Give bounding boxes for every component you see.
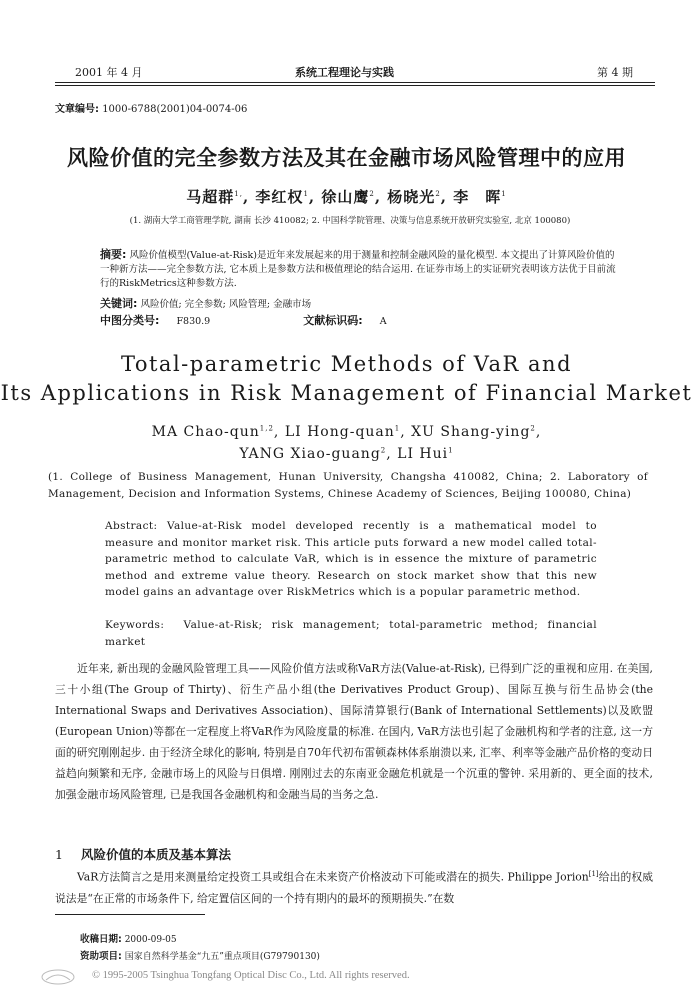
chinese-authors: 马超群$^{1,}$, 李红权$^1$, 徐山鹰$^2$, 杨晓光$^2$, 李 晖$^1$: [186, 188, 507, 206]
received-date: 2000-09-05: [124, 935, 177, 945]
author-sup: 1,: [234, 190, 243, 198]
publisher-logo-icon: [40, 968, 76, 986]
header-rule-thin: [55, 85, 655, 86]
author-sup: 2: [380, 446, 387, 455]
author-name: , XU Shang-ying: [400, 424, 531, 440]
abstract-text: Value-at-Risk model developed recently is a mathematical model to measure and monitor market risk. This article puts forward a new model called total-parametric method to calculate VaR, which is in essence the mixture of parametric method and extreme value theory. Research on stock market show that this new model gains an advantage over RiskMetrics which is a popular parametric method.: [105, 520, 597, 598]
chinese-abstract: [100, 248, 620, 291]
header-rule: [55, 82, 655, 83]
english-keywords: [105, 617, 597, 650]
author-sup: 2: [369, 190, 375, 198]
intro-paragraph: 近年来, 新出现的金融风险管理工具——风险价值方法或称VaR方法(Value-at-Risk), 已得到广泛的重视和应用. 在美国, 三十小组(The Group of Thirty)、衍生产品小组(the Derivatives Product Group)、国际互换与衍生品协会(the International Swaps and Derivatives Association)、国际清算银行(Bank of International Settlements)以及欧盟(European Union)等都在一定程度上将VaR作为风险度量的标准. 在国内, VaR方法也引起了金融机构和学者的注意, 这一方面的研究刚刚起步. 由于经济全球化的影响, 特别是自70年代初布雷顿森林体系崩溃以来, 汇率、利率等金融产品价格的变动日益趋向频繁和无序, 金融市场上的风险与日俱增. 刚刚过去的东南亚金融危机就是一个沉重的警钟. 采用新的、更全面的技术, 加强金融市场风险管理, 已是我国各金融机构和金融当局的当务之急.: [55, 662, 653, 801]
author-name: 徐山鹰: [321, 188, 370, 206]
abstract-label: 摘要:: [100, 248, 127, 261]
doc-code-label: 文献标识码:: [303, 314, 363, 327]
funding-label: 资助项目:: [80, 951, 122, 962]
section-heading: [55, 845, 231, 863]
classification-line: [100, 314, 620, 329]
author-name: 杨晓光: [387, 188, 436, 206]
author-sup: 1: [303, 190, 309, 198]
author-name: MA Chao-qun: [151, 424, 260, 440]
english-abstract: [105, 518, 597, 601]
english-authors-line2: [0, 446, 693, 462]
author-sup: 2: [530, 424, 536, 433]
author-sup: 1,2: [259, 424, 274, 433]
clc-value: F830.9: [176, 316, 211, 327]
author-name: 李 晖: [453, 188, 502, 206]
chinese-title: 风险价值的完全参数方法及其在金融市场风险管理中的应用: [67, 145, 626, 170]
section-paragraph-text: 给出的权威说法是“在正常的市场条件下, 给定置信区间的一个持有期内的最坏的预期损失.”在数: [55, 870, 654, 905]
clc-label: 中图分类号:: [100, 314, 160, 327]
author-name: YANG Xiao-guang: [239, 446, 381, 462]
footnote-funding: [80, 948, 320, 962]
english-authors-line1: [0, 424, 693, 440]
author-name: 马超群: [186, 188, 235, 206]
running-header-issue: 第 4 期: [597, 66, 633, 79]
author-name: 李红权: [255, 188, 304, 206]
received-label: 收稿日期:: [80, 934, 122, 945]
citation-ref: [1]: [588, 870, 599, 878]
author-sup: 1: [394, 424, 401, 433]
author-sup: 1: [501, 190, 507, 198]
english-affiliation: (1. College of Business Management, Hunan University, Changsha 410082, China; 2. Laboratory of Management, Decision and Information Systems, Chinese Academy of Sciences, Beijing 100080, China): [48, 471, 648, 500]
keywords-text: Value-at-Risk; risk management; total-parametric method; financial market: [105, 619, 597, 648]
author-sup: 1: [448, 446, 454, 455]
abstract-text: 风险价值模型(Value-at-Risk)是近年来发展起来的用于测量和控制金融风险的量化模型. 本文提出了计算风险价值的一种新方法——完全参数方法, 它本质上是参数方法和极值理论的结合运用. 在证券市场上的实证研究表明该方法优于目前流行的RiskMetrics这种参数方法.: [100, 250, 616, 289]
section-number: 1: [55, 847, 63, 862]
chinese-affiliation: (1. 湖南大学工商管理学院, 湖南 长沙 410082; 2. 中国科学院管理、决策与信息系统开放研究实验室, 北京 100080): [129, 216, 571, 226]
abstract-label: Abstract:: [105, 520, 158, 532]
author-sup: 2: [435, 190, 441, 198]
english-title-line1: Total-parametric Methods of VaR and: [120, 352, 573, 376]
author-separator: ,: [535, 424, 542, 440]
section-paragraph: [55, 864, 653, 909]
footnote-received: [80, 931, 177, 945]
keywords-label: 关键词:: [100, 297, 138, 310]
doc-code-value: A: [379, 316, 387, 327]
chinese-keywords: [100, 297, 620, 312]
section-title: 风险价值的本质及基本算法: [80, 847, 231, 862]
author-name: , LI Hong-quan: [273, 424, 395, 440]
funding-text: 国家自然科学基金“九五”重点项目(G79790130): [124, 952, 320, 962]
running-header-journal: 系统工程理论与实践: [295, 66, 394, 79]
footnote-rule: [55, 914, 205, 915]
section-paragraph-text: VaR方法简言之是用来测量给定投资工具或组合在未来资产价格波动下可能或潜在的损失. Philippe Jorion: [77, 870, 589, 884]
keywords-label: Keywords:: [105, 619, 165, 631]
copyright-footer: © 1995-2005 Tsinghua Tongfang Optical Disc Co., Ltd. All rights reserved.: [92, 970, 410, 981]
keywords-text: 风险价值; 完全参数; 风险管理; 金融市场: [140, 299, 312, 310]
english-title-line2: Its Applications in Risk Management of Financial Market: [0, 381, 693, 405]
article-number: [55, 100, 247, 115]
article-number-value: 1000-6788(2001)04-0074-06: [102, 104, 248, 115]
author-name: , LI Hui: [386, 446, 449, 462]
running-header-date: 2001 年 4 月: [75, 66, 143, 79]
article-number-label: 文章编号:: [55, 104, 99, 115]
